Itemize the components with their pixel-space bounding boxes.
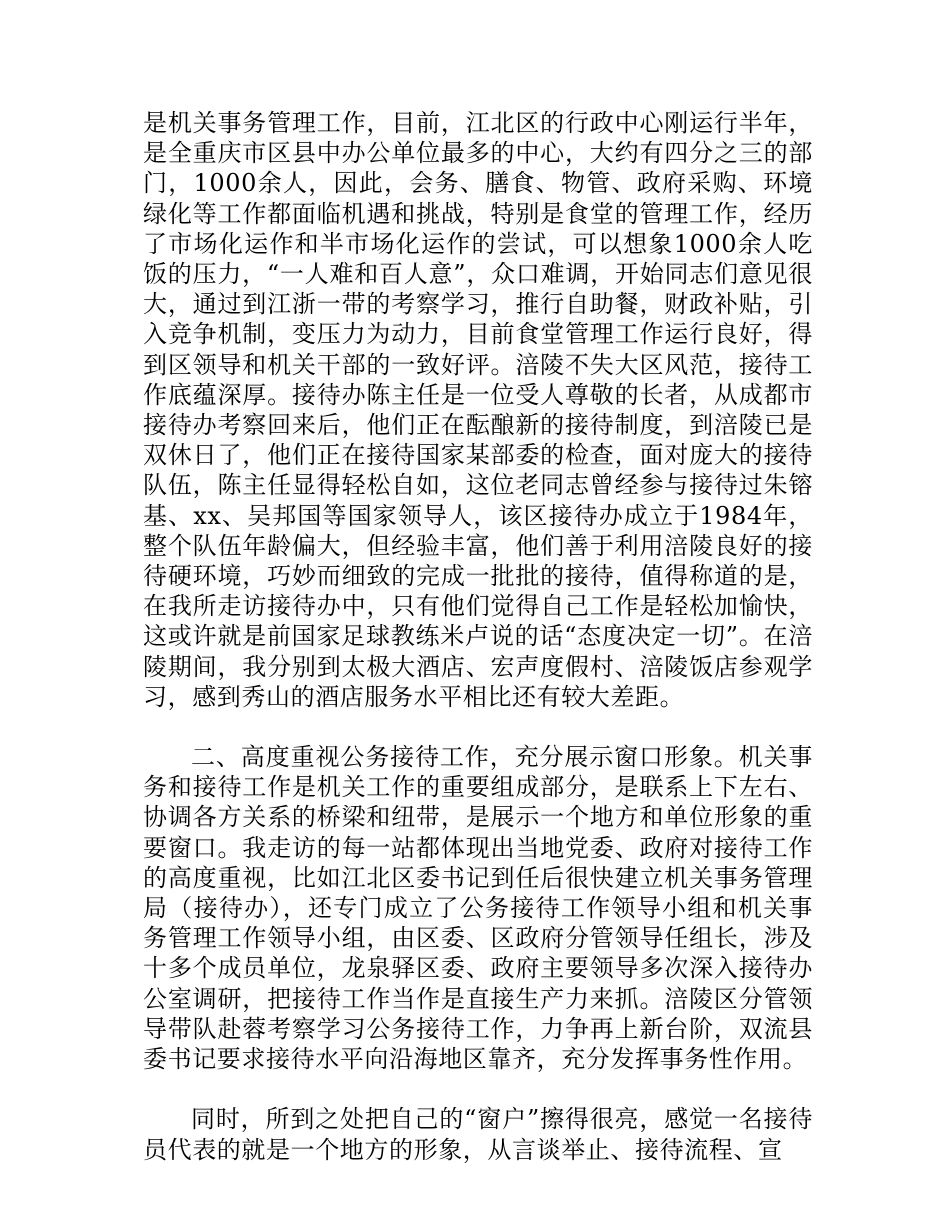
paragraph-section-two: 二、高度重视公务接待工作，充分展示窗口形象。机关事务和接待工作是机关工作的重要组成部分，是联系上下左右、协调各方关系的桥梁和纽带，是展示一个地方和单位形象的重要窗口。我走访的每一站都体现出当地党委、政府对接待工作的高度重视，比如江北区委书记到任后很快建立机关事务管理局（接待办），还专门成立了公务接待工作领导小组和机关事务管理工作领导小组，由区委、区政府分管领导任组长，涉及十多个成员单位，龙泉驿区委、政府主要领导多次深入接待办公室调研，把接待工作当作是直接生产力来抓。涪陵区分管领导带队赴蓉考察学习公务接待工作，力争再上新台阶，双流县委书记要求接待水平向沿海地区靠齐，充分发挥事务性作用。 (143, 743, 813, 1074)
document-body (143, 108, 813, 1165)
paragraph-spacer (143, 1074, 813, 1104)
paragraph-spacer (143, 712, 813, 742)
paragraph-continuation: 是机关事务管理工作，目前，江北区的行政中心刚运行半年，是全重庆市区县中办公单位最多的中心，大约有四分之三的部门，1000余人，因此，会务、膳食、物管、政府采购、环境绿化等工作都面临机遇和挑战，特别是食堂的管理工作，经历了市场化运作和半市场化运作的尝试，可以想象1000余人吃饭的压力，“一人难和百人意”，众口难调，开始同志们意见很大，通过到江浙一带的考察学习，推行自助餐，财政补贴，引入竞争机制，变压力为动力，目前食堂管理工作运行良好，得到区领导和机关干部的一致好评。涪陵不失大区风范，接待工作底蕴深厚。接待办陈主任是一位受人尊敬的长者，从成都市接待办考察回来后，他们正在酝酿新的接待制度，到涪陵已是双休日了，他们正在接待国家某部委的检查，面对庞大的接待队伍，陈主任显得轻松自如，这位老同志曾经参与接待过朱镕基、xx、吴邦国等国家领导人，该区接待办成立于1984年，整个队伍年龄偏大，但经验丰富，他们善于利用涪陵良好的接待硬环境，巧妙而细致的完成一批批的接待，值得称道的是，在我所走访接待办中，只有他们觉得自己工作是轻松加愉快，这或许就是前国家足球教练米卢说的话“态度决定一切”。在涪陵期间，我分别到太极大酒店、宏声度假村、涪陵饭店参观学习，感到秀山的酒店服务水平相比还有较大差距。 (143, 109, 813, 711)
paragraph-window-image: 同时，所到之处把自己的“窗户”擦得很亮，感觉一名接待员代表的就是一个地方的形象，从言谈举止、接待流程、宣 (143, 1105, 813, 1164)
